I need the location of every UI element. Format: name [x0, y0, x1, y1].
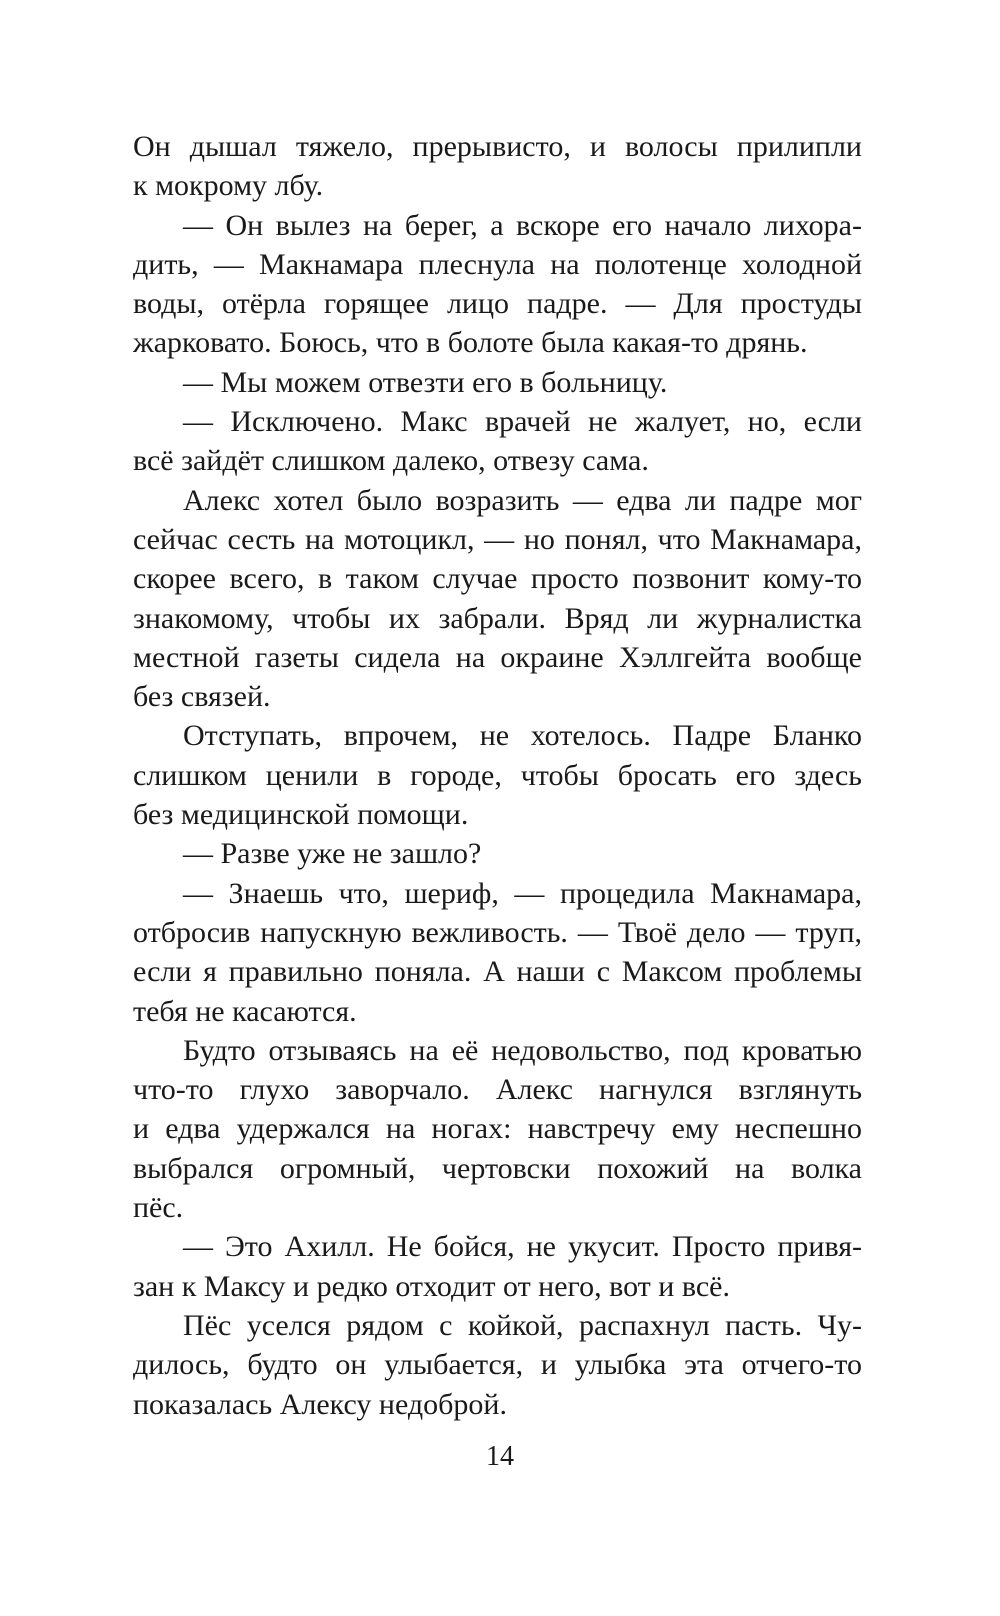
text-line: местной газеты сидела на окраине Хэллгейта вообще: [133, 640, 862, 674]
text-line: воды, отёрла горящее лицо падре. — Для простуды: [133, 287, 862, 321]
text-line: Пёс уселся рядом с койкой, распахнул пасть. Чу-: [183, 1308, 862, 1342]
paragraph: [133, 1306, 862, 1424]
text-block: [133, 127, 862, 1424]
paragraph: [133, 1227, 862, 1306]
text-line: если я правильно поняла. А наши с Максом проблемы: [133, 955, 862, 989]
paragraph: [133, 834, 862, 873]
text-line: отбросив напускную вежливость. — Твоё дело — труп,: [133, 915, 862, 949]
page-number: 14: [486, 1441, 514, 1472]
text-line: — Он вылез на берег, а вскоре его начало лихора-: [183, 208, 862, 242]
text-line: без связей.: [133, 680, 271, 714]
text-line: Он дышал тяжело, прерывисто, и волосы прилипли: [133, 130, 862, 163]
text-line: показалась Алексу недоброй.: [133, 1387, 507, 1421]
text-line: к мокрому лбу.: [133, 169, 324, 203]
paragraph: [133, 363, 862, 402]
text-line: зан к Максу и редко отходит от него, вот и всё.: [133, 1269, 730, 1303]
text-line: всё зайдёт слишком далеко, отвезу сама.: [133, 444, 649, 478]
text-line: — Это Ахилл. Не бойся, не укусит. Просто привя-: [183, 1230, 862, 1264]
text-line: сейчас сесть на мотоцикл, — но понял, что Макнамара,: [133, 522, 862, 556]
text-line: тебя не касаются.: [133, 994, 357, 1028]
text-line: знакомому, чтобы их забрали. Вряд ли журналистка: [133, 601, 862, 635]
text-line: слишком ценили в городе, чтобы бросать его здесь: [133, 758, 862, 792]
text-line: — Разве уже не зашло?: [183, 837, 482, 871]
paragraph: [133, 206, 862, 363]
paragraph: [133, 127, 862, 206]
text-line: дить, — Макнамара плеснула на полотенце холодной: [133, 247, 862, 281]
text-line: — Мы можем отвезти его в больницу.: [183, 365, 668, 399]
text-line: что-то глухо заворчало. Алекс нагнулся взглянуть: [133, 1073, 862, 1107]
text-line: пёс.: [133, 1191, 184, 1225]
text-line: жарковато. Боюсь, что в болоте была какая-то дрянь.: [133, 326, 808, 360]
text-line: Будто отзываясь на её недовольство, под кроватью: [183, 1033, 862, 1067]
text-line: Отступать, впрочем, не хотелось. Падре Бланко: [183, 719, 862, 753]
paragraph: [133, 1031, 862, 1227]
text-line: скорее всего, в таком случае просто позвонит кому-то: [133, 562, 862, 596]
paragraph: [133, 481, 862, 717]
text-line: выбрался огромный, чертовски похожий на волка: [133, 1151, 862, 1185]
text-line: без медицинской помощи.: [133, 798, 469, 832]
text-line: — Исключено. Макс врачей не жалует, но, если: [183, 405, 862, 439]
paragraph: [133, 874, 862, 1031]
text-line: дилось, будто он улыбается, и улыбка эта отчего-то: [133, 1348, 862, 1382]
text-line: Алекс хотел было возразить — едва ли падре мог: [183, 483, 862, 517]
paragraph: [133, 716, 862, 834]
text-line: — Знаешь что, шериф, — процедила Макнамара,: [183, 876, 862, 910]
paragraph: [133, 402, 862, 481]
text-line: и едва удержался на ногах: навстречу ему неспешно: [133, 1112, 862, 1146]
